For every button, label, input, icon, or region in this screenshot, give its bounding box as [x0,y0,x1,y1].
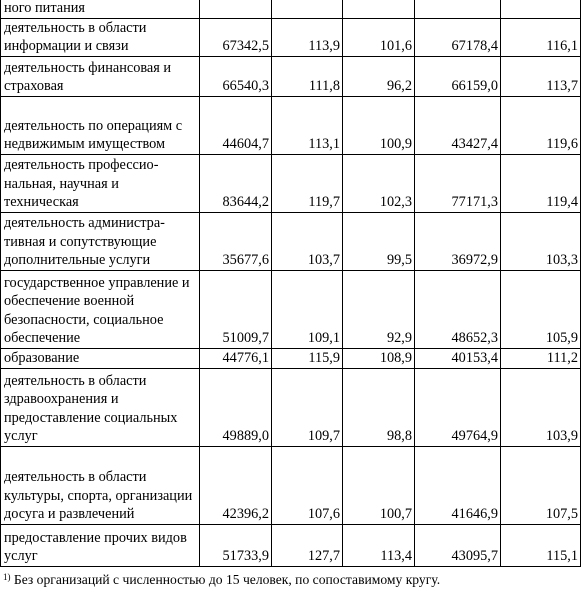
value-cell: 48652,3 [415,270,501,348]
value-cell [272,0,343,18]
value-cell: 51733,9 [200,524,272,566]
value-cell: 115,1 [501,524,581,566]
row-label: деятельность профессиональная, научная и техническая [1,154,200,212]
value-cell: 35677,6 [200,212,272,270]
value-cell: 113,9 [272,18,343,56]
value-cell: 103,3 [501,212,581,270]
value-cell: 111,8 [272,56,343,96]
table-row [1,0,581,18]
value-cell: 92,9 [343,270,415,348]
table-row [1,348,581,368]
row-label: деятельность по операциям с недвижимым имуществом [1,96,200,154]
value-cell: 43427,4 [415,96,501,154]
value-cell: 100,7 [343,446,415,524]
table-body [1,0,581,566]
value-cell: 41646,9 [415,446,501,524]
value-cell: 44776,1 [200,348,272,368]
value-cell: 102,3 [343,154,415,212]
footnote-marker: 1) [3,572,11,582]
table-row [1,96,581,154]
value-cell: 100,9 [343,96,415,154]
value-cell: 108,9 [343,348,415,368]
value-cell: 40153,4 [415,348,501,368]
value-cell: 44604,7 [200,96,272,154]
value-cell: 103,9 [501,368,581,446]
row-label: образование [1,348,200,368]
value-cell [501,0,581,18]
value-cell: 49764,9 [415,368,501,446]
value-cell [415,0,501,18]
value-cell: 98,8 [343,368,415,446]
value-cell: 99,5 [343,212,415,270]
table-row [1,18,581,56]
value-cell: 119,6 [501,96,581,154]
value-cell: 119,4 [501,154,581,212]
table-row [1,524,581,566]
value-cell: 101,6 [343,18,415,56]
table-row [1,212,581,270]
value-cell: 77171,3 [415,154,501,212]
value-cell: 36972,9 [415,212,501,270]
value-cell: 109,7 [272,368,343,446]
value-cell [343,0,415,18]
table-row [1,270,581,348]
value-cell: 51009,7 [200,270,272,348]
row-label: предоставление прочих видов услуг [1,524,200,566]
value-cell: 42396,2 [200,446,272,524]
value-cell: 66159,0 [415,56,501,96]
value-cell: 43095,7 [415,524,501,566]
value-cell: 107,5 [501,446,581,524]
value-cell: 105,9 [501,270,581,348]
row-label: деятельность административная и сопутствующие дополнительные услуги [1,212,200,270]
value-cell: 49889,0 [200,368,272,446]
value-cell: 113,1 [272,96,343,154]
table-row [1,56,581,96]
value-cell: 107,6 [272,446,343,524]
value-cell: 113,4 [343,524,415,566]
row-label: деятельность финансовая и страховая [1,56,200,96]
footnote-text: Без организаций с численностью до 15 человек, по сопоставимому кругу. [10,572,441,587]
row-label: ного питания [1,0,200,18]
table-row [1,154,581,212]
value-cell: 116,1 [501,18,581,56]
value-cell: 67342,5 [200,18,272,56]
footnote [3,571,581,588]
value-cell: 115,9 [272,348,343,368]
value-cell: 119,7 [272,154,343,212]
value-cell: 103,7 [272,212,343,270]
value-cell: 67178,4 [415,18,501,56]
value-cell [200,0,272,18]
value-cell: 66540,3 [200,56,272,96]
row-label: деятельность в области здравоохранения и предоставление социальных услуг [1,368,200,446]
value-cell: 113,7 [501,56,581,96]
row-label: деятельность в области информации и связи [1,18,200,56]
value-cell: 96,2 [343,56,415,96]
value-cell: 109,1 [272,270,343,348]
value-cell: 127,7 [272,524,343,566]
row-label: деятельность в области культуры, спорта, организации досуга и развлечений [1,446,200,524]
table-row [1,446,581,524]
row-label: государственное управление и обеспечение военной безопасности, социальное обеспечение [1,270,200,348]
value-cell: 111,2 [501,348,581,368]
value-cell: 83644,2 [200,154,272,212]
table-row [1,368,581,446]
